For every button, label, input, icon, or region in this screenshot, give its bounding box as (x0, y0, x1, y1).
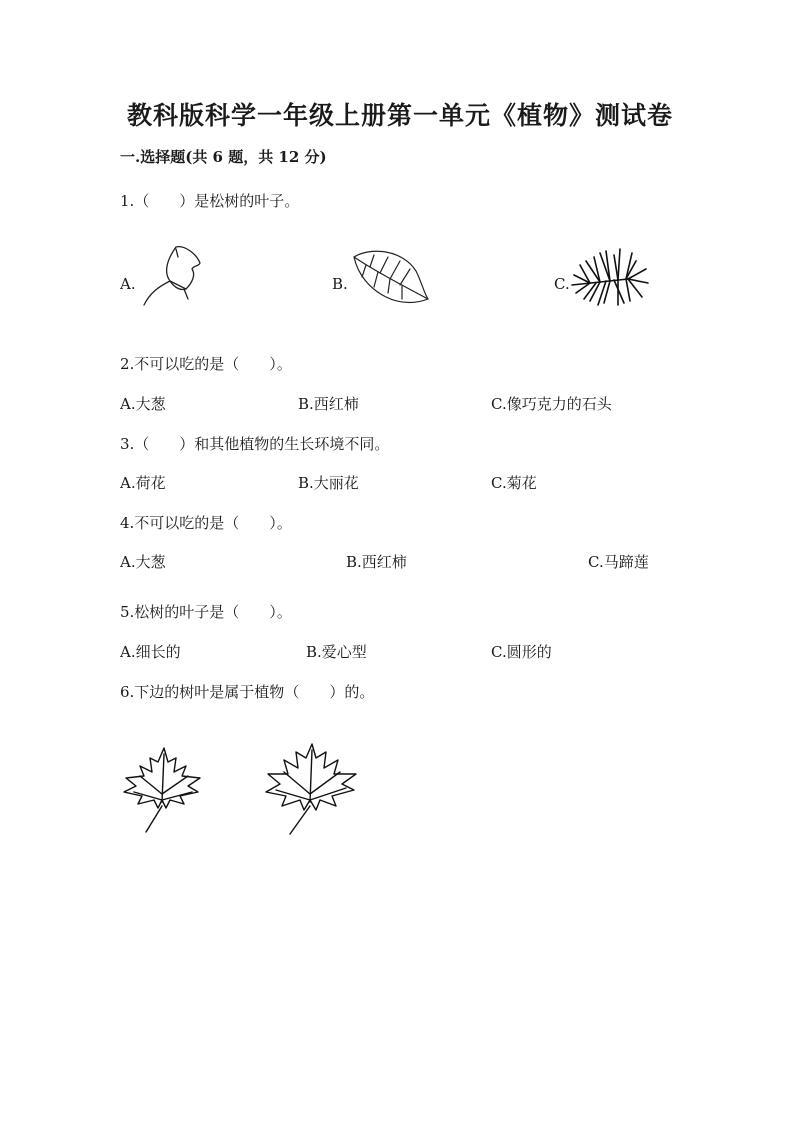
q3-option-c: C.菊花 (491, 474, 537, 492)
question-3: 3.（ ）和其他植物的生长环境不同。 (120, 435, 390, 453)
oval-leaf-icon (350, 247, 430, 305)
question-4: 4.不可以吃的是（ ）。 (120, 514, 292, 532)
ginkgo-leaf-icon (140, 243, 205, 308)
q5-option-b: B.爱心型 (306, 643, 367, 661)
question-2: 2.不可以吃的是（ ）。 (120, 355, 292, 373)
question-6: 6.下边的树叶是属于植物（ ）的。 (120, 683, 375, 701)
question-1: 1.（ ）是松树的叶子。 (120, 192, 300, 210)
question-5: 5.松树的叶子是（ ）。 (120, 603, 292, 621)
q3-option-a: A.荷花 (120, 474, 166, 492)
q1-option-a-label: A. (120, 275, 136, 293)
q5-option-a: A.细长的 (120, 643, 181, 661)
maple-leaf-icon (262, 740, 362, 836)
q4-option-a: A.大葱 (120, 553, 166, 571)
q3-option-b: B.大丽花 (298, 474, 359, 492)
q2-option-b: B.西红柿 (298, 395, 359, 413)
q4-option-b: B.西红柿 (346, 553, 407, 571)
pine-needles-icon (570, 247, 650, 307)
q4-option-c: C.马蹄莲 (588, 553, 649, 571)
q2-option-a: A.大葱 (120, 395, 166, 413)
section-heading: 一.选择题(共 6 题，共 12 分) (120, 148, 327, 166)
q1-option-c-label: C. (554, 275, 570, 293)
q2-option-c: C.像巧克力的石头 (491, 395, 612, 413)
page-title: 教科版科学一年级上册第一单元《植物》测试卷 (126, 101, 673, 130)
q1-option-b-label: B. (332, 275, 348, 293)
q5-option-c: C.圆形的 (491, 643, 552, 661)
maple-leaf-icon (118, 742, 208, 834)
